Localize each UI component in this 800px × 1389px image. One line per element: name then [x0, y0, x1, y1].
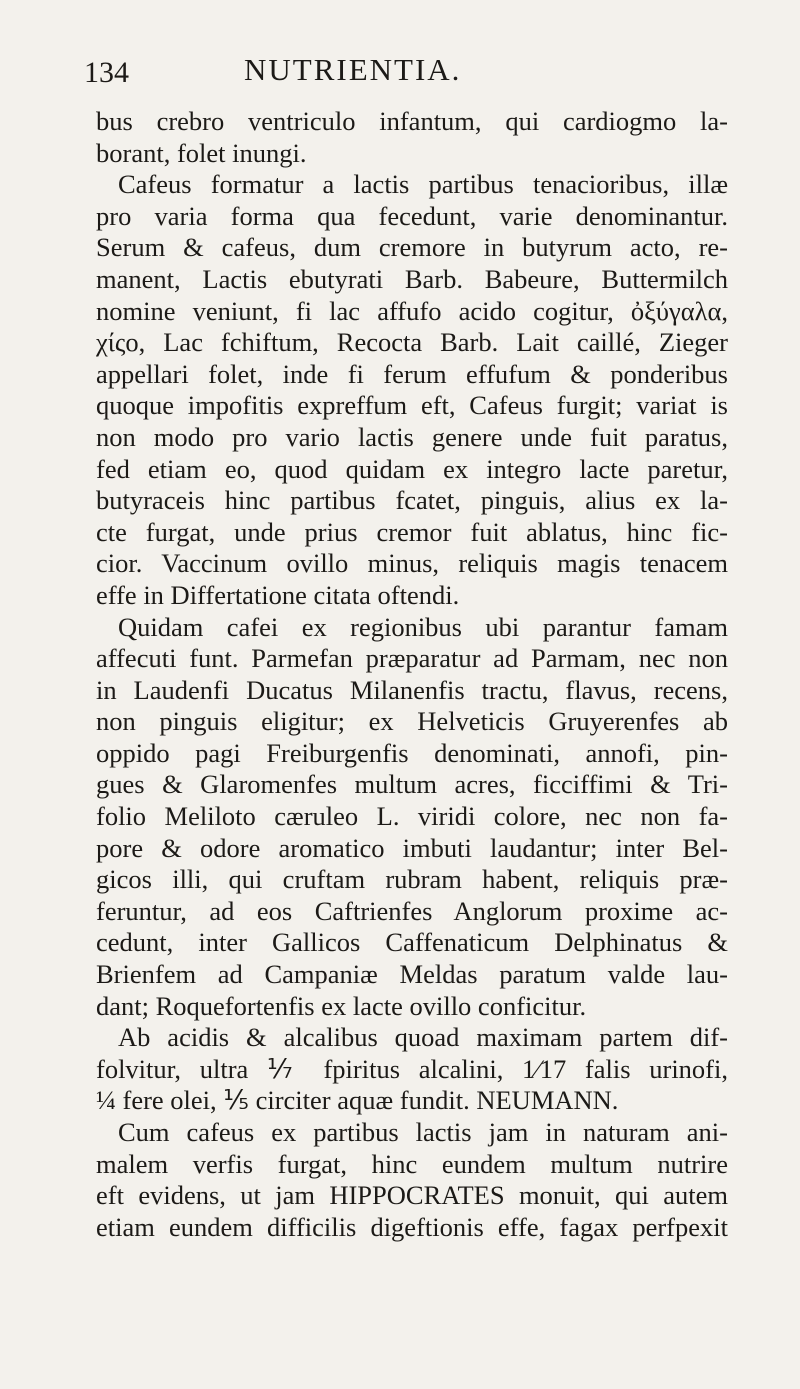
text-line: in Laudenfi Ducatus Milanenfis tractu, flavus, recens, — [96, 674, 728, 705]
text-line: etiam eundem difficilis digeftionis effe, fagax perfpexit — [96, 1211, 728, 1242]
text-line: Brienfem ad Campaniæ Meldas paratum valde lau- — [96, 959, 728, 990]
text-line: appellari folet, inde fi ferum effufum & ponderibus — [96, 358, 728, 389]
text-line: effe in Differtatione citata oftendi. — [96, 579, 460, 610]
text-line: malem verfis furgat, hinc eundem multum nutrire — [96, 1148, 728, 1179]
text-line: fed etiam eo, quod quidam ex integro lacte paretur, — [96, 453, 728, 484]
text-line: non pinguis eligitur; ex Helveticis Gruyerenfes ab — [96, 706, 728, 737]
text-line: borant, folet inungi. — [96, 137, 307, 168]
text-line: Serum & cafeus, dum cremore in butyrum acto, re- — [96, 232, 728, 263]
text-line: folvitur, ultra ⅐ fpiritus alcalini, 1⁄17 falis urinofi, — [96, 1053, 728, 1084]
text-line: dant; Roquefortenfis ex lacte ovillo conficitur. — [96, 990, 587, 1021]
text-line: affecuti funt. Parmefan præparatur ad Parmam, nec non — [96, 643, 728, 674]
text-line: Cum cafeus ex partibus lactis jam in naturam ani- — [118, 1117, 728, 1147]
text-line: pro varia forma qua fecedunt, varie denominantur. — [96, 200, 728, 231]
text-line: eft evidens, ut jam HIPPOCRATES monuit, qui autem — [96, 1180, 728, 1211]
text-line: folio Meliloto cæruleo L. viridi colore, nec non fa- — [96, 801, 728, 832]
text-line: cior. Vaccinum ovillo minus, reliquis magis tenacem — [96, 548, 728, 579]
text-line: ¼ fere olei, ⅕ circiter aquæ fundit. NEUMANN. — [96, 1085, 619, 1116]
text-line: oppido pagi Freiburgenfis denominati, annofi, pin- — [96, 737, 728, 768]
text-line: nomine veniunt, fi lac affufo acido cogitur, ὀξύγαλα, — [96, 295, 728, 326]
page-number: 134 — [84, 56, 129, 89]
text-line: quoque impofitis expreffum eft, Cafeus furgit; variat is — [96, 390, 728, 421]
text-line: bus crebro ventriculo infantum, qui cardiogmo la- — [96, 106, 728, 136]
text-line: butyraceis hinc partibus fcatet, pinguis, alius ex la- — [96, 485, 728, 516]
text-line: gicos illi, qui cruftam rubram habent, reliquis præ- — [96, 864, 728, 895]
text-line: Ab acidis & alcalibus quoad maximam partem dif- — [118, 1022, 728, 1053]
text-line: cte furgat, unde prius cremor fuit ablatus, hinc fic- — [96, 516, 728, 547]
body-text — [96, 106, 728, 1243]
text-line: non modo pro vario lactis genere unde fuit paratus, — [96, 421, 728, 452]
text-line: Quidam cafei ex regionibus ubi parantur famam — [118, 611, 728, 642]
text-line: pore & odore aromatico imbuti laudantur; inter Bel- — [96, 832, 728, 863]
text-line: gues & Glaromenfes multum acres, ficciffimi & Tri- — [96, 769, 728, 800]
text-line: Cafeus formatur a lactis partibus tenacioribus, illæ — [118, 169, 728, 200]
text-line: manent, Lactis ebutyrati Barb. Babeure, Buttermilch — [96, 263, 728, 294]
running-title: NUTRIENTIA. — [244, 52, 462, 87]
page-header — [84, 52, 724, 92]
text-line: feruntur, ad eos Caftrienfes Anglorum proxime ac- — [96, 895, 728, 926]
text-line: cedunt, inter Gallicos Caffenaticum Delphinatus & — [96, 927, 728, 958]
text-line: χίςο, Lac fchiftum, Recocta Barb. Lait caillé, Zieger — [96, 327, 728, 358]
